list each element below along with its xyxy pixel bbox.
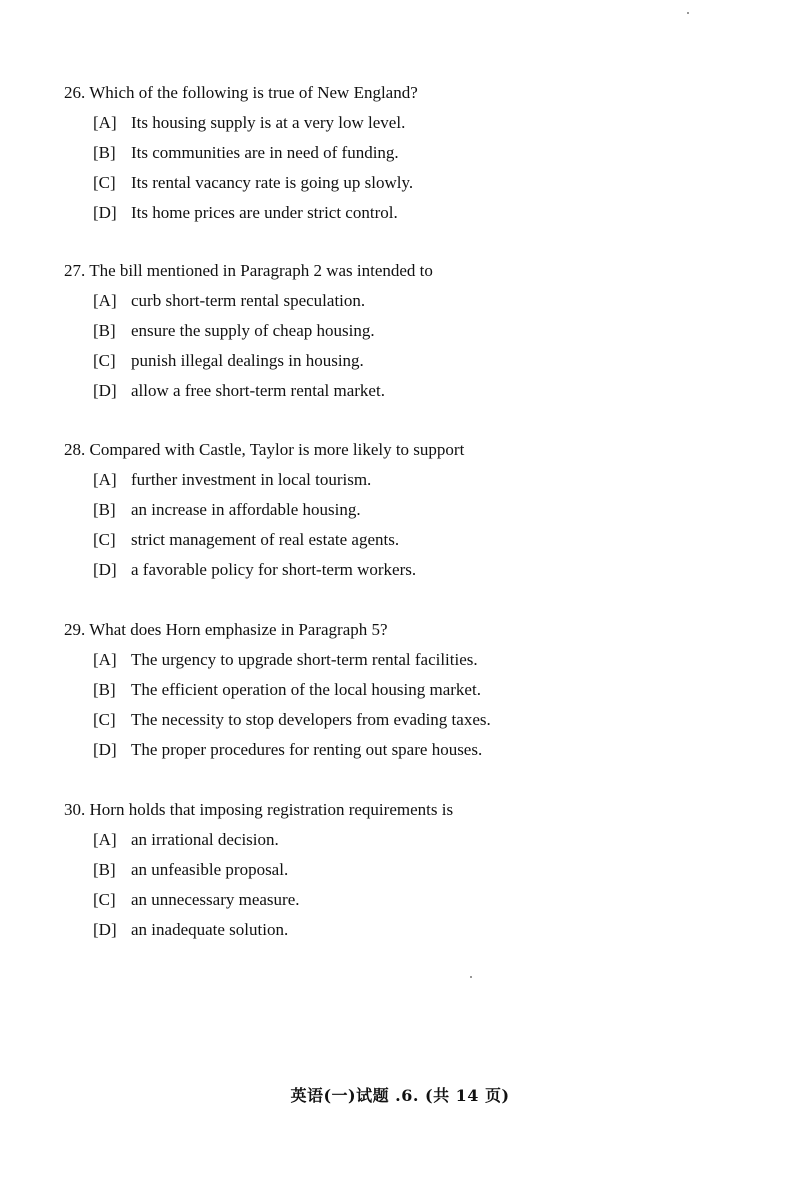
scan-speck (687, 12, 689, 14)
option-text: allow a free short-term rental market. (131, 381, 385, 400)
option-text: curb short-term rental speculation. (131, 291, 366, 310)
option-letter: [B] (93, 321, 116, 340)
option-letter: [D] (93, 920, 117, 939)
scan-speck (470, 976, 472, 978)
option-text: Its home prices are under strict control. (131, 203, 398, 222)
option-text: The urgency to upgrade short-term rental facilities. (131, 650, 478, 669)
option-letter: [B] (93, 680, 116, 699)
question-28 (64, 435, 744, 585)
page-footer: 英语(一)试题 .6. (共 14 页) (290, 1086, 510, 1105)
option-letter: [C] (93, 890, 116, 909)
option-text: Its communities are in need of funding. (131, 143, 399, 162)
option-text: an increase in affordable housing. (131, 500, 361, 519)
option-letter: [A] (93, 113, 117, 132)
option-b (64, 495, 744, 525)
option-text: a favorable policy for short-term workers. (131, 560, 417, 579)
option-text: The efficient operation of the local housing market. (131, 680, 481, 699)
option-b (64, 138, 744, 168)
option-a (64, 286, 744, 316)
option-letter: [D] (93, 560, 117, 579)
question-26 (64, 78, 744, 228)
option-c (64, 705, 744, 735)
option-letter: [D] (93, 203, 117, 222)
option-letter: [C] (93, 173, 116, 192)
option-b (64, 855, 744, 885)
option-text: Its rental vacancy rate is going up slowly. (131, 173, 414, 192)
question-stem: 29. What does Horn emphasize in Paragraph 5? (64, 620, 388, 639)
option-a (64, 645, 744, 675)
option-text: The necessity to stop developers from evading taxes. (131, 710, 491, 729)
option-letter: [B] (93, 500, 116, 519)
option-d (64, 376, 744, 406)
option-d (64, 735, 744, 765)
option-d (64, 555, 744, 585)
option-text: an irrational decision. (131, 830, 279, 849)
option-letter: [A] (93, 830, 117, 849)
option-text: ensure the supply of cheap housing. (131, 321, 375, 340)
question-stem: 30. Horn holds that imposing registration requirements is (64, 800, 454, 819)
option-text: an unnecessary measure. (131, 890, 300, 909)
option-a (64, 825, 744, 855)
question-29 (64, 615, 744, 765)
option-c (64, 168, 744, 198)
question-stem: 27. The bill mentioned in Paragraph 2 was intended to (64, 261, 433, 280)
option-a (64, 108, 744, 138)
option-text: an inadequate solution. (131, 920, 289, 939)
option-letter: [B] (93, 860, 116, 879)
option-text: strict management of real estate agents. (131, 530, 400, 549)
option-letter: [A] (93, 650, 117, 669)
option-a (64, 465, 744, 495)
option-letter: [B] (93, 143, 116, 162)
option-text: The proper procedures for renting out spare houses. (131, 740, 483, 759)
option-letter: [D] (93, 381, 117, 400)
option-text: further investment in local tourism. (131, 470, 372, 489)
option-letter: [C] (93, 530, 116, 549)
option-text: punish illegal dealings in housing. (131, 351, 364, 370)
option-letter: [C] (93, 710, 116, 729)
option-letter: [C] (93, 351, 116, 370)
question-stem: 28. Compared with Castle, Taylor is more likely to support (64, 440, 465, 459)
option-letter: [A] (93, 291, 117, 310)
option-c (64, 885, 744, 915)
question-30 (64, 795, 744, 945)
option-c (64, 346, 744, 376)
question-27 (64, 256, 744, 406)
option-b (64, 675, 744, 705)
option-c (64, 525, 744, 555)
option-b (64, 316, 744, 346)
question-stem: 26. Which of the following is true of New England? (64, 83, 418, 102)
option-letter: [D] (93, 740, 117, 759)
option-text: Its housing supply is at a very low level. (131, 113, 406, 132)
option-d (64, 915, 744, 945)
option-letter: [A] (93, 470, 117, 489)
option-text: an unfeasible proposal. (131, 860, 289, 879)
option-d (64, 198, 744, 228)
